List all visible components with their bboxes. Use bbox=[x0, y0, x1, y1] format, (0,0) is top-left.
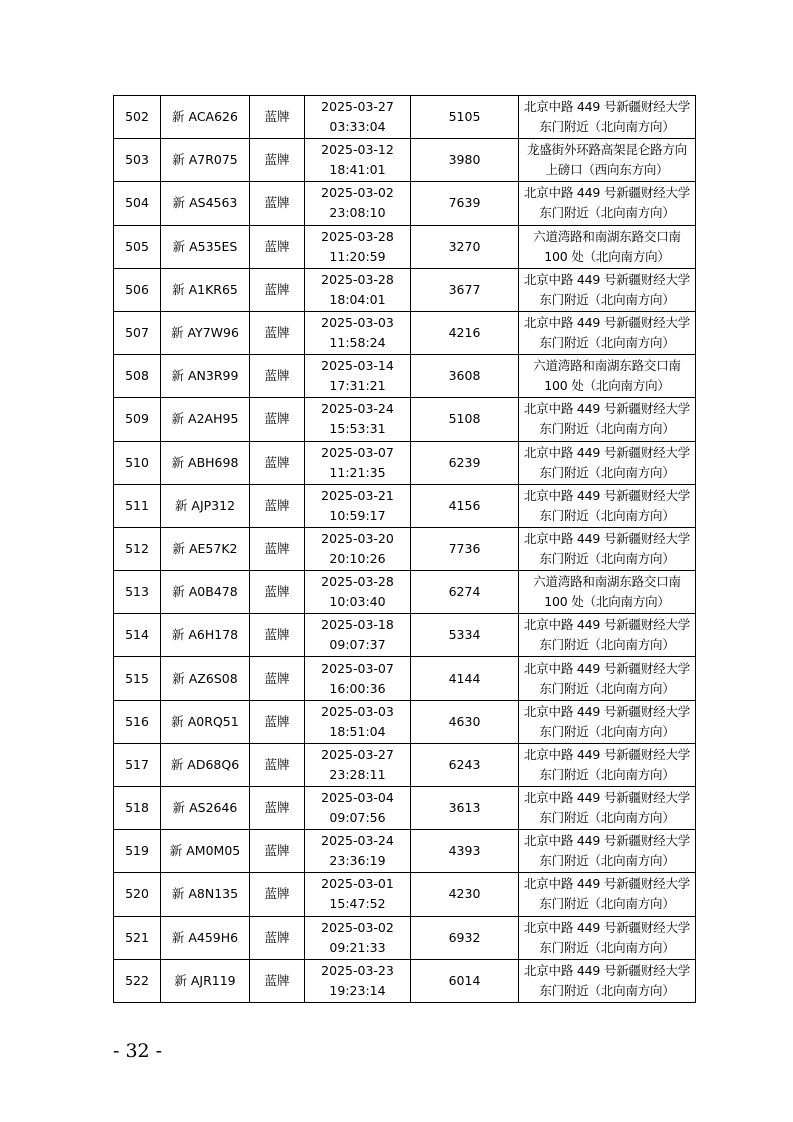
location-cell bbox=[519, 139, 696, 182]
location-cell bbox=[519, 657, 696, 700]
violation-time-cell bbox=[305, 355, 411, 398]
violation-time-line-2: 18:04:01 bbox=[329, 291, 386, 307]
plate-color-cell: 蓝牌 bbox=[250, 787, 305, 830]
location-cell bbox=[519, 873, 696, 916]
location-line-1: 北京中路 449 号新疆财经大学 bbox=[523, 746, 691, 762]
amount-cell: 3608 bbox=[411, 355, 519, 398]
violation-time-cell bbox=[305, 311, 411, 354]
location-line-2: 东门附近（北向南方向） bbox=[539, 291, 675, 307]
row-number-cell: 506 bbox=[114, 268, 161, 311]
violation-time-line-1: 2025-03-12 bbox=[321, 142, 394, 158]
row-number-cell: 512 bbox=[114, 527, 161, 570]
violation-time-line-2: 11:20:59 bbox=[329, 248, 386, 264]
plate-number-cell: 新 ACA626 bbox=[161, 96, 250, 139]
plate-color-cell: 蓝牌 bbox=[250, 571, 305, 614]
location-line-1: 龙盛街外环路高架昆仑路方向 bbox=[527, 142, 687, 158]
row-number-cell: 522 bbox=[114, 959, 161, 1002]
violation-time-line-1: 2025-03-27 bbox=[321, 99, 394, 115]
violation-time-cell bbox=[305, 182, 411, 225]
plate-color-cell: 蓝牌 bbox=[250, 657, 305, 700]
table-row bbox=[114, 657, 696, 700]
location-cell bbox=[519, 959, 696, 1002]
violation-time-line-2: 03:33:04 bbox=[329, 119, 386, 135]
location-line-2: 100 处（北向南方向） bbox=[544, 248, 670, 264]
violation-time-line-2: 18:51:04 bbox=[329, 723, 386, 739]
violation-time-line-1: 2025-03-03 bbox=[321, 703, 394, 719]
violation-time-cell bbox=[305, 441, 411, 484]
location-line-2: 东门附近（北向南方向） bbox=[539, 810, 675, 826]
violation-time-line-2: 15:53:31 bbox=[329, 421, 386, 437]
amount-cell: 3980 bbox=[411, 139, 519, 182]
plate-number-cell: 新 AJP312 bbox=[161, 484, 250, 527]
location-line-1: 六道湾路和南湖东路交口南 bbox=[533, 358, 681, 374]
location-cell bbox=[519, 182, 696, 225]
plate-number-cell: 新 A8N135 bbox=[161, 873, 250, 916]
plate-color-cell: 蓝牌 bbox=[250, 441, 305, 484]
violation-time-cell bbox=[305, 96, 411, 139]
amount-cell: 4393 bbox=[411, 830, 519, 873]
plate-number-cell: 新 A2AH95 bbox=[161, 398, 250, 441]
row-number-cell: 514 bbox=[114, 614, 161, 657]
row-number-cell: 513 bbox=[114, 571, 161, 614]
location-line-2: 100 处（北向南方向） bbox=[544, 378, 670, 394]
location-cell bbox=[519, 614, 696, 657]
location-line-1: 北京中路 449 号新疆财经大学 bbox=[523, 401, 691, 417]
row-number-cell: 507 bbox=[114, 311, 161, 354]
table-row bbox=[114, 571, 696, 614]
table-row bbox=[114, 484, 696, 527]
violation-time-cell bbox=[305, 657, 411, 700]
location-line-2: 东门附近（北向南方向） bbox=[539, 766, 675, 782]
table-row bbox=[114, 96, 696, 139]
violation-time-cell bbox=[305, 527, 411, 570]
plate-color-cell: 蓝牌 bbox=[250, 700, 305, 743]
plate-color-cell: 蓝牌 bbox=[250, 311, 305, 354]
violation-time-cell bbox=[305, 398, 411, 441]
plate-number-cell: 新 AZ6S08 bbox=[161, 657, 250, 700]
violation-time-cell bbox=[305, 787, 411, 830]
violation-time-line-2: 23:08:10 bbox=[329, 205, 386, 221]
violation-time-line-1: 2025-03-07 bbox=[321, 444, 394, 460]
location-line-1: 六道湾路和南湖东路交口南 bbox=[533, 228, 681, 244]
violation-time-line-1: 2025-03-01 bbox=[321, 876, 394, 892]
location-line-1: 北京中路 449 号新疆财经大学 bbox=[523, 617, 691, 633]
violation-time-line-2: 15:47:52 bbox=[329, 896, 386, 912]
violation-time-line-2: 11:21:35 bbox=[329, 464, 386, 480]
plate-number-cell: 新 AM0M05 bbox=[161, 830, 250, 873]
violation-time-line-1: 2025-03-24 bbox=[321, 401, 394, 417]
table-row bbox=[114, 959, 696, 1002]
location-cell bbox=[519, 830, 696, 873]
amount-cell: 5108 bbox=[411, 398, 519, 441]
row-number-cell: 509 bbox=[114, 398, 161, 441]
location-line-2: 东门附近（北向南方向） bbox=[539, 853, 675, 869]
table-row bbox=[114, 398, 696, 441]
row-number-cell: 502 bbox=[114, 96, 161, 139]
location-cell bbox=[519, 398, 696, 441]
violation-time-cell bbox=[305, 743, 411, 786]
table-row bbox=[114, 614, 696, 657]
violation-time-cell bbox=[305, 916, 411, 959]
table-row bbox=[114, 873, 696, 916]
violation-time-line-1: 2025-03-21 bbox=[321, 487, 394, 503]
location-line-1: 北京中路 449 号新疆财经大学 bbox=[523, 444, 691, 460]
table-row bbox=[114, 225, 696, 268]
row-number-cell: 515 bbox=[114, 657, 161, 700]
location-cell bbox=[519, 355, 696, 398]
location-line-1: 北京中路 449 号新疆财经大学 bbox=[523, 660, 691, 676]
location-cell bbox=[519, 743, 696, 786]
plate-number-cell: 新 AY7W96 bbox=[161, 311, 250, 354]
location-line-1: 北京中路 449 号新疆财经大学 bbox=[523, 315, 691, 331]
plate-number-cell: 新 A6H178 bbox=[161, 614, 250, 657]
plate-color-cell: 蓝牌 bbox=[250, 182, 305, 225]
violation-time-line-2: 09:07:56 bbox=[329, 810, 386, 826]
location-line-2: 东门附近（北向南方向） bbox=[539, 205, 675, 221]
violation-time-cell bbox=[305, 225, 411, 268]
violation-time-line-2: 10:03:40 bbox=[329, 594, 386, 610]
records-table bbox=[113, 95, 696, 1003]
row-number-cell: 504 bbox=[114, 182, 161, 225]
amount-cell: 6274 bbox=[411, 571, 519, 614]
amount-cell: 5334 bbox=[411, 614, 519, 657]
violation-time-line-1: 2025-03-04 bbox=[321, 790, 394, 806]
row-number-cell: 520 bbox=[114, 873, 161, 916]
location-cell bbox=[519, 311, 696, 354]
location-line-2: 100 处（北向南方向） bbox=[544, 594, 670, 610]
location-line-2: 东门附近（北向南方向） bbox=[539, 464, 675, 480]
plate-number-cell: 新 AS4563 bbox=[161, 182, 250, 225]
plate-color-cell: 蓝牌 bbox=[250, 527, 305, 570]
row-number-cell: 510 bbox=[114, 441, 161, 484]
row-number-cell: 518 bbox=[114, 787, 161, 830]
violation-time-cell bbox=[305, 873, 411, 916]
row-number-cell: 508 bbox=[114, 355, 161, 398]
location-cell bbox=[519, 787, 696, 830]
violation-time-cell bbox=[305, 614, 411, 657]
amount-cell: 7639 bbox=[411, 182, 519, 225]
row-number-cell: 519 bbox=[114, 830, 161, 873]
amount-cell: 3613 bbox=[411, 787, 519, 830]
row-number-cell: 503 bbox=[114, 139, 161, 182]
row-number-cell: 516 bbox=[114, 700, 161, 743]
violation-time-line-1: 2025-03-20 bbox=[321, 530, 394, 546]
plate-color-cell: 蓝牌 bbox=[250, 916, 305, 959]
violation-time-line-2: 09:07:37 bbox=[329, 637, 386, 653]
location-cell bbox=[519, 700, 696, 743]
location-cell bbox=[519, 441, 696, 484]
violation-time-cell bbox=[305, 484, 411, 527]
table-row bbox=[114, 182, 696, 225]
amount-cell: 4144 bbox=[411, 657, 519, 700]
location-line-2: 上磅口（西向东方向） bbox=[545, 162, 669, 178]
amount-cell: 7736 bbox=[411, 527, 519, 570]
amount-cell: 5105 bbox=[411, 96, 519, 139]
amount-cell: 6239 bbox=[411, 441, 519, 484]
table-row bbox=[114, 787, 696, 830]
location-cell bbox=[519, 916, 696, 959]
location-cell bbox=[519, 571, 696, 614]
violation-time-cell bbox=[305, 139, 411, 182]
violation-time-line-1: 2025-03-28 bbox=[321, 271, 394, 287]
violation-time-line-2: 19:23:14 bbox=[329, 982, 386, 998]
row-number-cell: 511 bbox=[114, 484, 161, 527]
violation-time-line-2: 09:21:33 bbox=[329, 939, 386, 955]
location-line-1: 北京中路 449 号新疆财经大学 bbox=[523, 833, 691, 849]
violation-time-line-2: 17:31:21 bbox=[329, 378, 386, 394]
amount-cell: 6014 bbox=[411, 959, 519, 1002]
location-line-2: 东门附近（北向南方向） bbox=[539, 335, 675, 351]
violation-time-line-1: 2025-03-07 bbox=[321, 660, 394, 676]
violation-time-line-1: 2025-03-24 bbox=[321, 833, 394, 849]
table-row bbox=[114, 355, 696, 398]
plate-color-cell: 蓝牌 bbox=[250, 484, 305, 527]
plate-number-cell: 新 A0RQ51 bbox=[161, 700, 250, 743]
location-cell bbox=[519, 96, 696, 139]
plate-color-cell: 蓝牌 bbox=[250, 743, 305, 786]
plate-color-cell: 蓝牌 bbox=[250, 268, 305, 311]
amount-cell: 4216 bbox=[411, 311, 519, 354]
plate-number-cell: 新 ABH698 bbox=[161, 441, 250, 484]
plate-color-cell: 蓝牌 bbox=[250, 139, 305, 182]
page-number: - 32 - bbox=[113, 1040, 163, 1062]
location-line-2: 东门附近（北向南方向） bbox=[539, 982, 675, 998]
plate-number-cell: 新 AJR119 bbox=[161, 959, 250, 1002]
plate-number-cell: 新 A0B478 bbox=[161, 571, 250, 614]
violation-time-line-1: 2025-03-14 bbox=[321, 358, 394, 374]
violation-time-line-1: 2025-03-23 bbox=[321, 962, 394, 978]
violation-time-line-1: 2025-03-18 bbox=[321, 617, 394, 633]
plate-number-cell: 新 AE57K2 bbox=[161, 527, 250, 570]
plate-color-cell: 蓝牌 bbox=[250, 96, 305, 139]
plate-number-cell: 新 A535ES bbox=[161, 225, 250, 268]
location-line-2: 东门附近（北向南方向） bbox=[539, 637, 675, 653]
row-number-cell: 505 bbox=[114, 225, 161, 268]
table-row bbox=[114, 700, 696, 743]
location-line-2: 东门附近（北向南方向） bbox=[539, 421, 675, 437]
location-line-1: 六道湾路和南湖东路交口南 bbox=[533, 574, 681, 590]
amount-cell: 4156 bbox=[411, 484, 519, 527]
location-cell bbox=[519, 527, 696, 570]
table-row bbox=[114, 311, 696, 354]
location-line-1: 北京中路 449 号新疆财经大学 bbox=[523, 790, 691, 806]
table-row bbox=[114, 743, 696, 786]
table-row bbox=[114, 916, 696, 959]
violation-time-line-1: 2025-03-28 bbox=[321, 574, 394, 590]
amount-cell: 3677 bbox=[411, 268, 519, 311]
location-line-1: 北京中路 449 号新疆财经大学 bbox=[523, 876, 691, 892]
violation-time-line-2: 16:00:36 bbox=[329, 680, 386, 696]
table-row bbox=[114, 139, 696, 182]
violation-time-line-2: 20:10:26 bbox=[329, 550, 386, 566]
amount-cell: 6932 bbox=[411, 916, 519, 959]
table-row bbox=[114, 527, 696, 570]
violation-time-line-2: 18:41:01 bbox=[329, 162, 386, 178]
violation-time-cell bbox=[305, 700, 411, 743]
location-line-2: 东门附近（北向南方向） bbox=[539, 723, 675, 739]
location-line-2: 东门附近（北向南方向） bbox=[539, 507, 675, 523]
records-table-body bbox=[114, 96, 696, 1003]
violation-time-cell bbox=[305, 571, 411, 614]
amount-cell: 6243 bbox=[411, 743, 519, 786]
table-row bbox=[114, 268, 696, 311]
plate-number-cell: 新 AN3R99 bbox=[161, 355, 250, 398]
location-line-1: 北京中路 449 号新疆财经大学 bbox=[523, 99, 691, 115]
location-line-2: 东门附近（北向南方向） bbox=[539, 939, 675, 955]
location-line-1: 北京中路 449 号新疆财经大学 bbox=[523, 185, 691, 201]
row-number-cell: 521 bbox=[114, 916, 161, 959]
table-row bbox=[114, 830, 696, 873]
violation-time-line-1: 2025-03-03 bbox=[321, 315, 394, 331]
location-line-2: 东门附近（北向南方向） bbox=[539, 119, 675, 135]
plate-color-cell: 蓝牌 bbox=[250, 873, 305, 916]
plate-color-cell: 蓝牌 bbox=[250, 398, 305, 441]
plate-number-cell: 新 AS2646 bbox=[161, 787, 250, 830]
violation-time-cell bbox=[305, 830, 411, 873]
location-line-1: 北京中路 449 号新疆财经大学 bbox=[523, 703, 691, 719]
violation-time-line-1: 2025-03-02 bbox=[321, 185, 394, 201]
violation-time-line-1: 2025-03-27 bbox=[321, 746, 394, 762]
plate-color-cell: 蓝牌 bbox=[250, 830, 305, 873]
row-number-cell: 517 bbox=[114, 743, 161, 786]
location-line-2: 东门附近（北向南方向） bbox=[539, 896, 675, 912]
location-line-1: 北京中路 449 号新疆财经大学 bbox=[523, 530, 691, 546]
table-row bbox=[114, 441, 696, 484]
violation-time-line-2: 11:58:24 bbox=[329, 335, 386, 351]
plate-number-cell: 新 A459H6 bbox=[161, 916, 250, 959]
plate-number-cell: 新 A7R075 bbox=[161, 139, 250, 182]
location-cell bbox=[519, 268, 696, 311]
violation-time-line-1: 2025-03-28 bbox=[321, 228, 394, 244]
plate-color-cell: 蓝牌 bbox=[250, 355, 305, 398]
plate-color-cell: 蓝牌 bbox=[250, 959, 305, 1002]
plate-color-cell: 蓝牌 bbox=[250, 225, 305, 268]
amount-cell: 4230 bbox=[411, 873, 519, 916]
violation-time-line-1: 2025-03-02 bbox=[321, 919, 394, 935]
location-line-2: 东门附近（北向南方向） bbox=[539, 550, 675, 566]
amount-cell: 4630 bbox=[411, 700, 519, 743]
location-cell bbox=[519, 225, 696, 268]
violation-time-cell bbox=[305, 268, 411, 311]
location-line-1: 北京中路 449 号新疆财经大学 bbox=[523, 487, 691, 503]
location-cell bbox=[519, 484, 696, 527]
location-line-1: 北京中路 449 号新疆财经大学 bbox=[523, 919, 691, 935]
plate-number-cell: 新 A1KR65 bbox=[161, 268, 250, 311]
violation-time-line-2: 23:28:11 bbox=[329, 766, 386, 782]
violation-time-line-2: 23:36:19 bbox=[329, 853, 386, 869]
location-line-1: 北京中路 449 号新疆财经大学 bbox=[523, 271, 691, 287]
plate-number-cell: 新 AD68Q6 bbox=[161, 743, 250, 786]
location-line-2: 东门附近（北向南方向） bbox=[539, 680, 675, 696]
violation-time-line-2: 10:59:17 bbox=[329, 507, 386, 523]
location-line-1: 北京中路 449 号新疆财经大学 bbox=[523, 962, 691, 978]
violation-time-cell bbox=[305, 959, 411, 1002]
amount-cell: 3270 bbox=[411, 225, 519, 268]
plate-color-cell: 蓝牌 bbox=[250, 614, 305, 657]
